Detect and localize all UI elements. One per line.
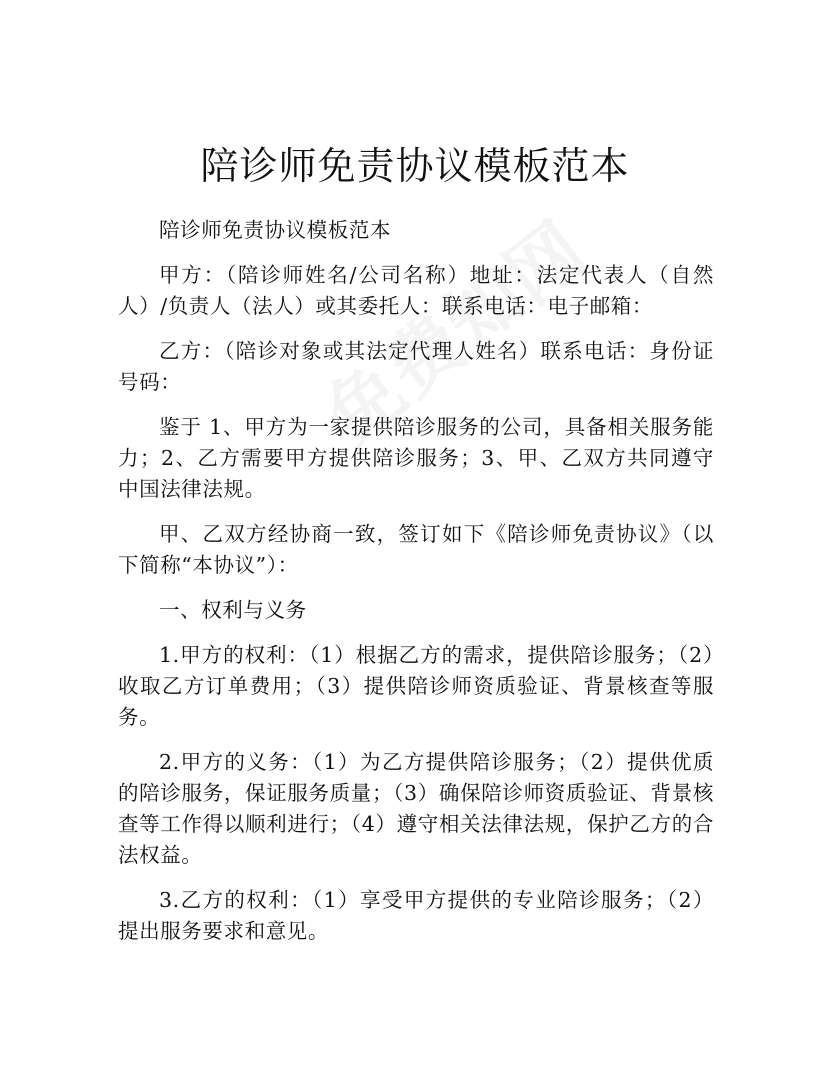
clause-3-paragraph: 3.乙方的权利：（1）享受甲方提供的专业陪诊服务；（2）提出服务要求和意见。 [118, 888, 714, 943]
party-a-paragraph: 甲方：（陪诊师姓名/公司名称）地址：法定代表人（自然人）/负责人（法人）或其委托人：联系电话：电子邮箱： [118, 263, 714, 318]
clause-1-paragraph: 1.甲方的权利：（1）根据乙方的需求，提供陪诊服务；（2）收取乙方订单费用；（3）提供陪诊师资质验证、背景核查等服务。 [118, 643, 714, 729]
section-heading: 一、权利与义务 [159, 598, 307, 622]
document-body [118, 215, 714, 961]
whereas-paragraph: 鉴于 1、甲方为一家提供陪诊服务的公司，具备相关服务能力；2、乙方需要甲方提供陪诊服务；3、甲、乙双方共同遵守中国法律法规。 [118, 415, 714, 501]
party-b-paragraph: 乙方：（陪诊对象或其法定代理人姓名）联系电话：身份证号码： [118, 339, 714, 394]
clause-2-paragraph: 2.甲方的义务：（1）为乙方提供陪诊服务；（2）提供优质的陪诊服务，保证服务质量；（3）确保陪诊师资质验证、背景核查等工作得以顺利进行；（4）遵守相关法律法规，保护乙方的合法权益。 [118, 750, 714, 867]
agreement-intro-paragraph: 甲、乙双方经协商一致，签订如下《陪诊师免责协议》（以下简称“本协议”）： [118, 522, 714, 577]
document-title: 陪诊师免责协议模板范本 [200, 144, 630, 188]
subtitle-paragraph: 陪诊师免责协议模板范本 [159, 218, 392, 242]
